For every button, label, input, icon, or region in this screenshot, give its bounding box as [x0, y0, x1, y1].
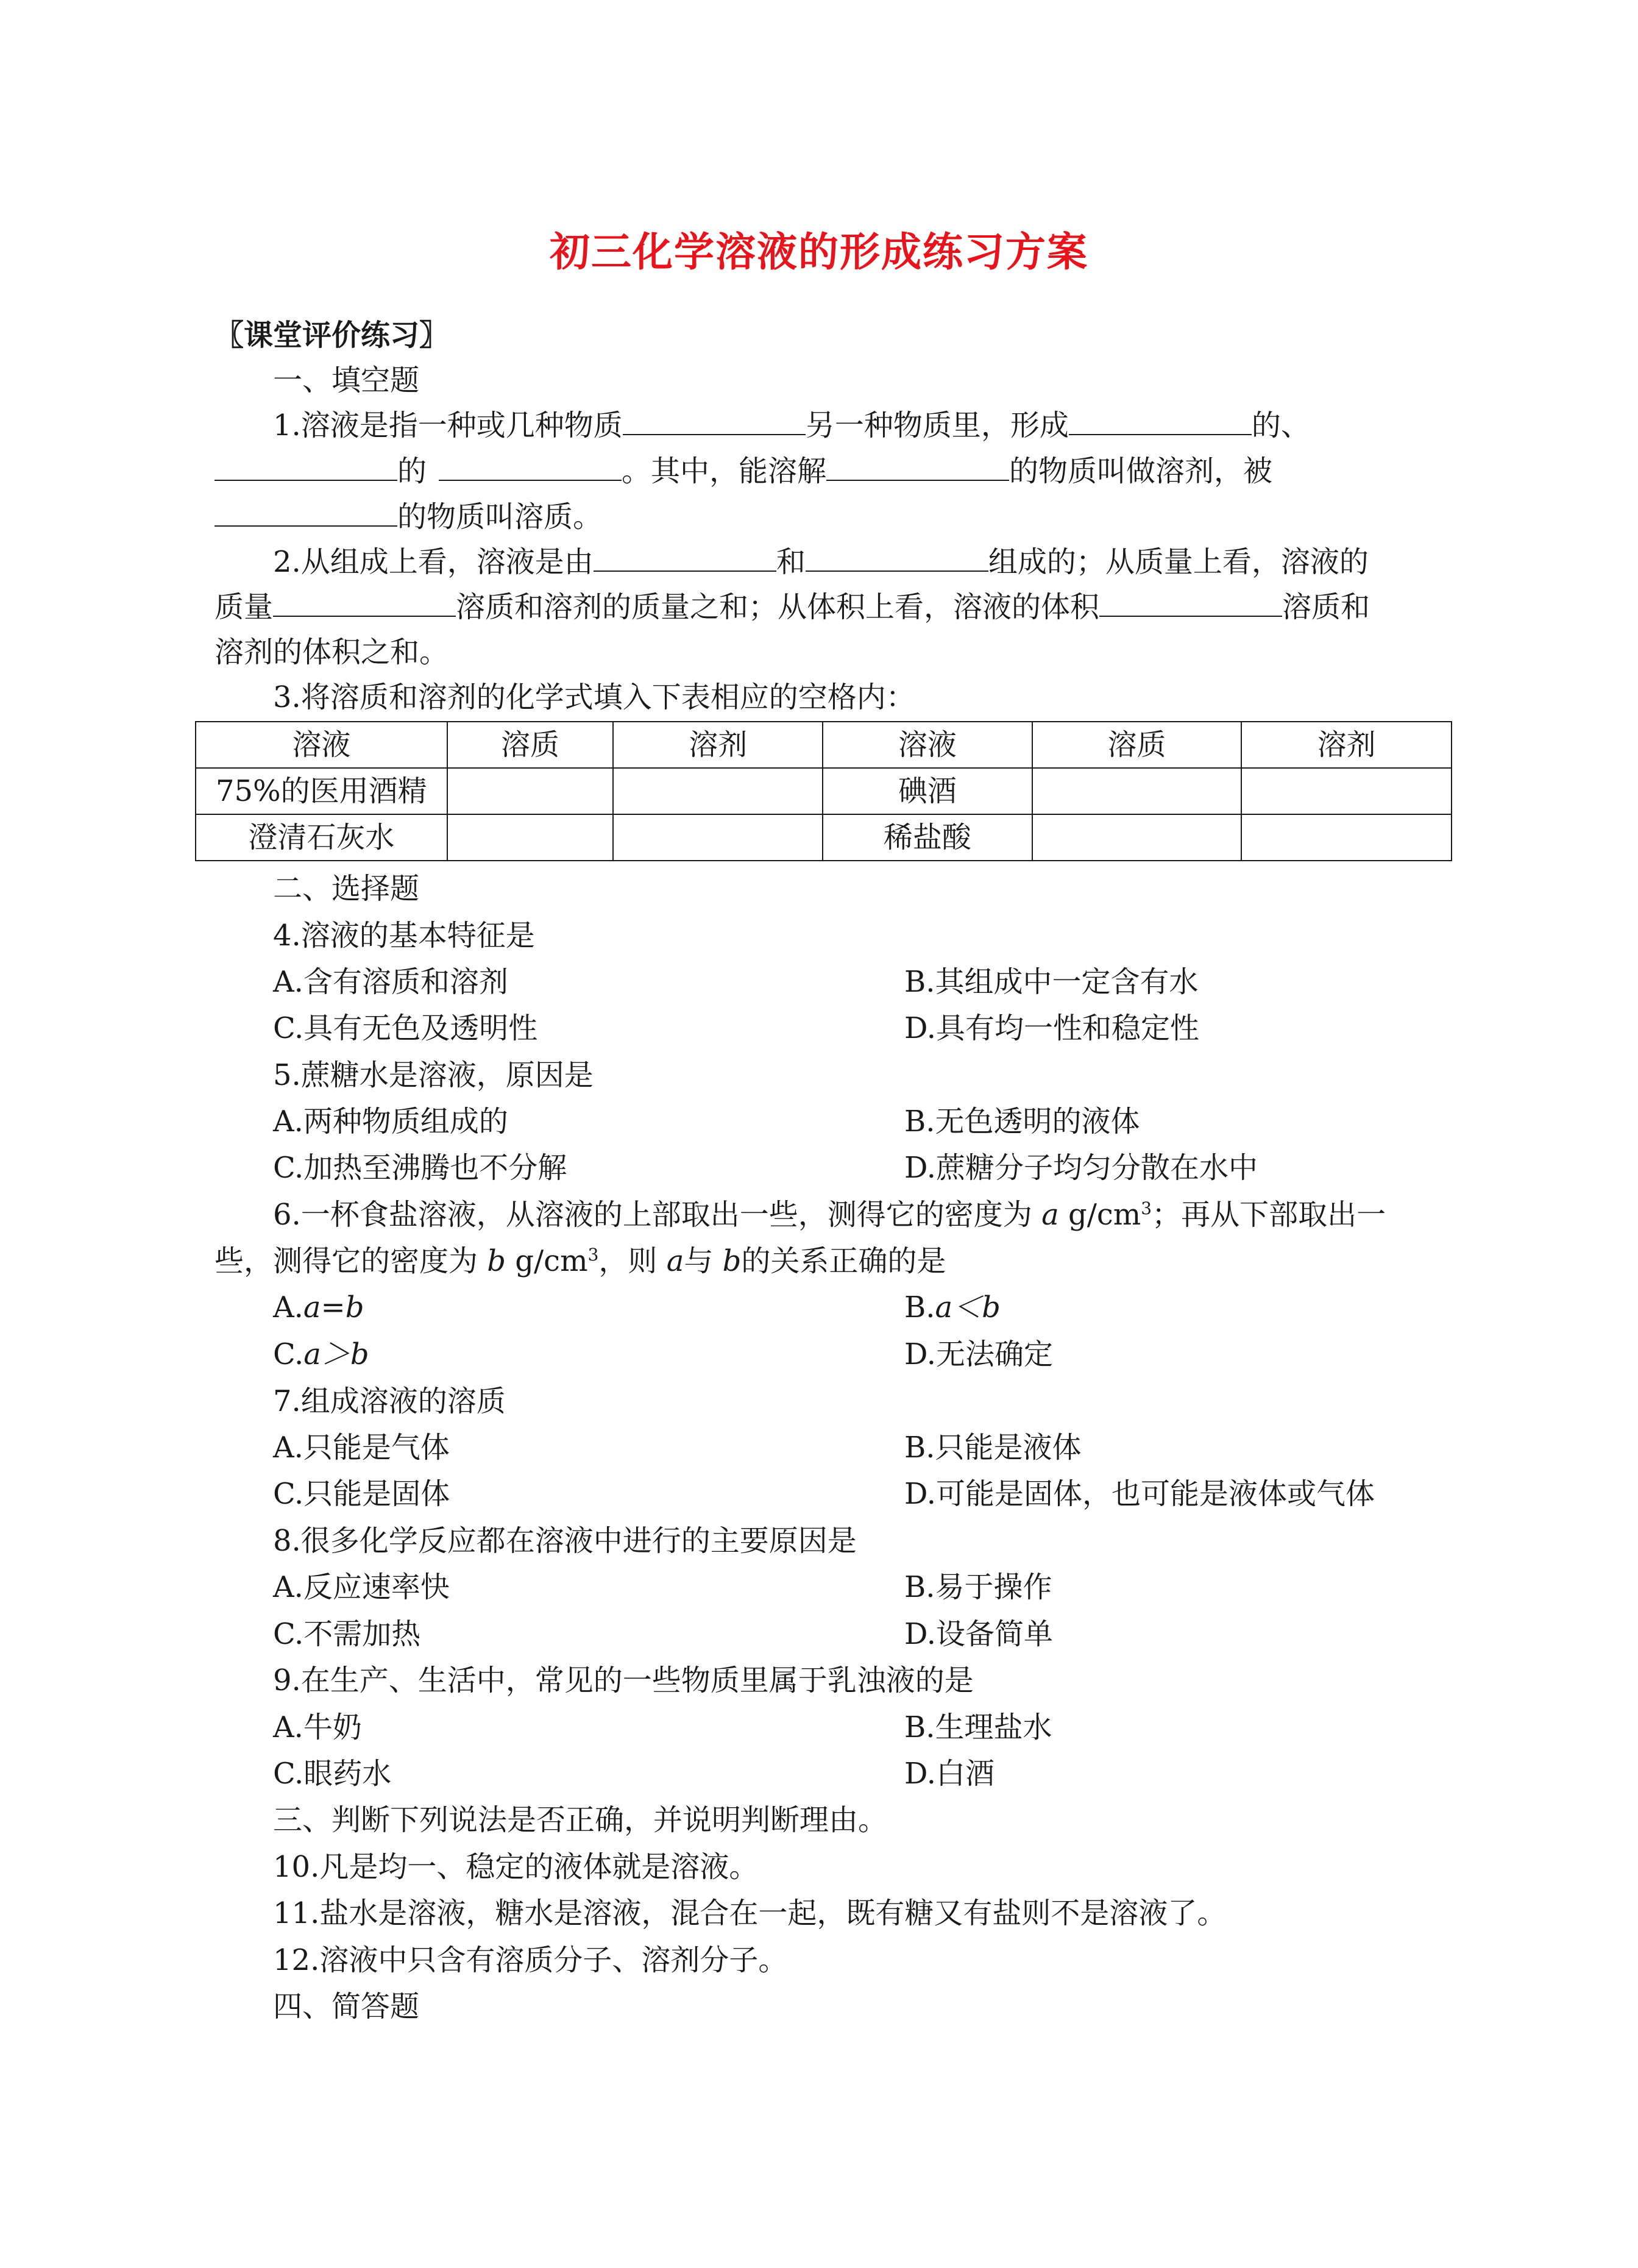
answer-blank[interactable] — [273, 588, 456, 617]
q9-stem: 9.在生产、生活中，常见的一些物质里属于乳浊液的是 — [273, 1663, 974, 1697]
q7-option-a[interactable]: A.只能是气体 — [273, 1431, 450, 1465]
q7-option-b[interactable]: B.只能是液体 — [904, 1431, 1082, 1465]
q12-text: 12.溶液中只含有溶质分子、溶剂分子。 — [273, 1943, 788, 1977]
part1-heading: 一、填空题 — [273, 363, 420, 397]
q9-option-b[interactable]: B.生理盐水 — [904, 1710, 1052, 1744]
q8-option-d[interactable]: D.设备简单 — [904, 1617, 1054, 1651]
q6-line1: 6.一杯食盐溶液，从溶液的上部取出一些，测得它的密度为 a $g/cm^3$；再从下部取出一 — [273, 1198, 1386, 1232]
q4-option-c[interactable]: C.具有无色及透明性 — [273, 1011, 538, 1045]
table-header-cell: 溶液 — [196, 722, 447, 768]
page-title: 初三化学溶液的形成练习方案 — [550, 228, 1088, 276]
q6-option-c[interactable]: C.a＞b — [273, 1337, 369, 1371]
q9-option-c[interactable]: C.眼药水 — [273, 1757, 392, 1791]
answer-blank[interactable] — [826, 452, 1009, 481]
answer-blank[interactable] — [594, 542, 776, 572]
q5-option-d[interactable]: D.蔗糖分子均匀分散在水中 — [904, 1151, 1258, 1185]
q9-option-a[interactable]: A.牛奶 — [273, 1710, 362, 1744]
q5-stem: 5.蔗糖水是溶液，原因是 — [273, 1058, 594, 1092]
q5-option-c[interactable]: C.加热至沸腾也不分解 — [273, 1151, 567, 1185]
table-header-cell: 溶液 — [823, 722, 1032, 768]
q4-option-d[interactable]: D.具有均一性和稳定性 — [904, 1011, 1200, 1045]
q7-stem: 7.组成溶液的溶质 — [273, 1384, 506, 1418]
q2-line1: 2.从组成上看，溶液是由 和 组成的；从质量上看，溶液的 — [273, 539, 1369, 585]
q11-text: 11.盐水是溶液，糖水是溶液，混合在一起，既有糖又有盐则不是溶液了。 — [273, 1896, 1227, 1930]
part3-heading: 三、判断下列说法是否正确，并说明判断理由。 — [273, 1803, 888, 1837]
q2-line3: 溶剂的体积之和。 — [214, 635, 449, 669]
q3-text: 3.将溶质和溶剂的化学式填入下表相应的空格内： — [273, 680, 915, 714]
solution-table — [195, 721, 1452, 861]
q6-option-a[interactable]: A.a=b — [273, 1290, 364, 1324]
q8-stem: 8.很多化学反应都在溶液中进行的主要原因是 — [273, 1524, 857, 1558]
section-header: 〖课堂评价练习〗 — [214, 318, 449, 352]
table-header-cell: 溶剂 — [613, 722, 823, 768]
q2-line2: 质量 溶质和溶剂的质量之和；从体积上看，溶液的体积 溶质和 — [214, 584, 1370, 630]
table-answer-cell[interactable] — [1032, 814, 1242, 861]
answer-blank[interactable] — [1069, 406, 1252, 435]
table-cell: 澄清石灰水 — [196, 814, 447, 861]
q4-option-a[interactable]: A.含有溶质和溶剂 — [273, 965, 508, 999]
q4-stem: 4.溶液的基本特征是 — [273, 919, 535, 953]
answer-blank[interactable] — [214, 452, 397, 481]
q10-text: 10.凡是均一、稳定的液体就是溶液。 — [273, 1850, 759, 1884]
answer-blank[interactable] — [623, 406, 806, 435]
table-header-cell: 溶质 — [447, 722, 614, 768]
answer-blank[interactable] — [439, 452, 622, 481]
q6-line2: 些，测得它的密度为 b $g/cm^3$，则 a与 b的关系正确的是 — [214, 1244, 946, 1278]
table-header-cell: 溶质 — [1032, 722, 1242, 768]
q6-option-d[interactable]: D.无法确定 — [904, 1337, 1054, 1371]
table-row — [196, 768, 1452, 814]
q7-option-d[interactable]: D.可能是固体，也可能是液体或气体 — [904, 1477, 1375, 1511]
table-header-row — [196, 722, 1452, 768]
table-row — [196, 814, 1452, 861]
table-header-cell: 溶剂 — [1241, 722, 1452, 768]
answer-blank[interactable] — [214, 497, 397, 527]
table-answer-cell[interactable] — [447, 768, 614, 814]
q4-option-b[interactable]: B.其组成中一定含有水 — [904, 965, 1199, 999]
answer-blank[interactable] — [1099, 588, 1282, 617]
table-answer-cell[interactable] — [1241, 768, 1452, 814]
table-cell: 稀盐酸 — [823, 814, 1032, 861]
table-cell: 75%的医用酒精 — [196, 768, 447, 814]
q1-line3: 的物质叫溶质。 — [214, 494, 602, 540]
table-answer-cell[interactable] — [613, 768, 823, 814]
q9-option-d[interactable]: D.白酒 — [904, 1757, 995, 1791]
q1-line2: 的 。其中，能溶解 的物质叫做溶剂，被 — [214, 448, 1272, 494]
q5-option-b[interactable]: B.无色透明的液体 — [904, 1104, 1140, 1139]
part2-heading: 二、选择题 — [273, 872, 420, 906]
q5-option-a[interactable]: A.两种物质组成的 — [273, 1104, 508, 1139]
q8-option-a[interactable]: A.反应速率快 — [273, 1570, 450, 1604]
table-answer-cell[interactable] — [1241, 814, 1452, 861]
q8-option-c[interactable]: C.不需加热 — [273, 1617, 421, 1651]
table-answer-cell[interactable] — [1032, 768, 1242, 814]
q6-option-b[interactable]: B.a＜b — [904, 1290, 1001, 1324]
table-cell: 碘酒 — [823, 768, 1032, 814]
answer-blank[interactable] — [806, 542, 988, 572]
table-answer-cell[interactable] — [613, 814, 823, 861]
q7-option-c[interactable]: C.只能是固体 — [273, 1477, 450, 1511]
q1-line1: 1.溶液是指一种或几种物质 另一种物质里，形成 的、 — [273, 402, 1310, 449]
part4-heading: 四、简答题 — [273, 1989, 420, 2024]
q8-option-b[interactable]: B.易于操作 — [904, 1570, 1052, 1604]
table-answer-cell[interactable] — [447, 814, 614, 861]
